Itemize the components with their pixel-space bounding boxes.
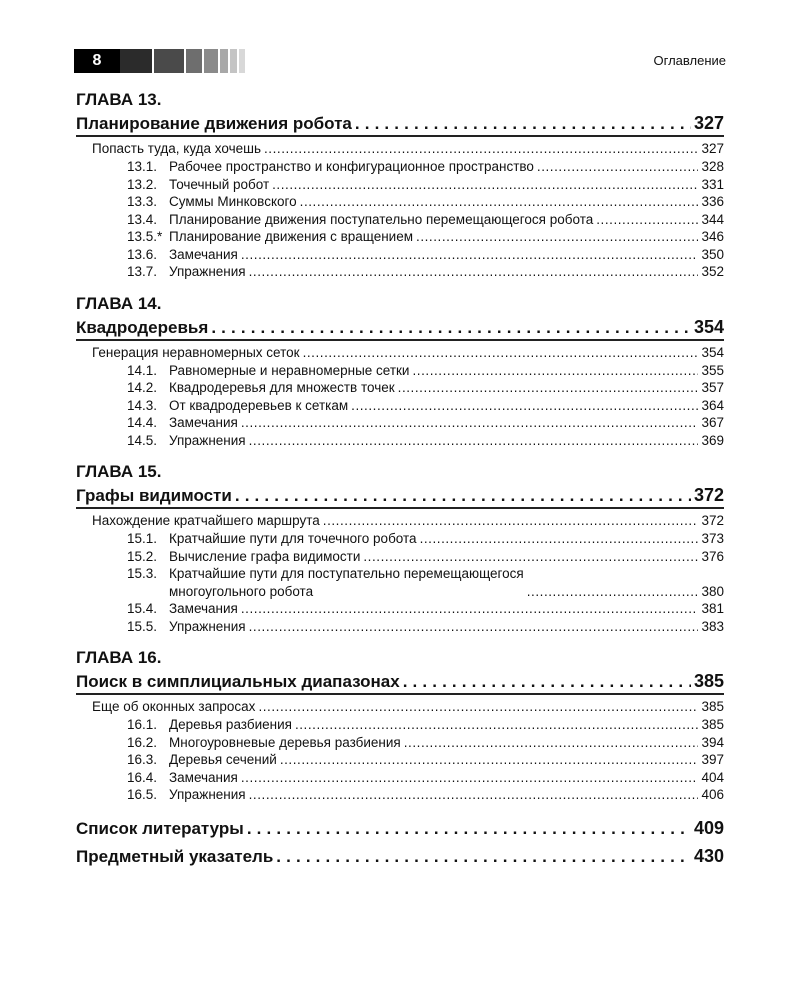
leader-dots bbox=[412, 362, 698, 380]
header-bar-block bbox=[204, 49, 218, 73]
leader-dots bbox=[355, 112, 691, 136]
leader-dots bbox=[527, 583, 699, 601]
subsection-title: Планирование движения поступательно перемещающегося робота bbox=[169, 211, 594, 227]
section-title: Попасть туда, куда хочешь bbox=[92, 141, 261, 156]
leader-dots bbox=[241, 414, 699, 432]
subsection-number: 14.5. bbox=[127, 432, 158, 448]
page-ref: 344 bbox=[701, 211, 724, 227]
subsection-title: Замечания bbox=[169, 601, 238, 616]
subsection-entry[interactable] bbox=[76, 716, 724, 734]
leader-dots bbox=[241, 769, 699, 787]
page-header bbox=[74, 49, 726, 73]
subsection-number: 16.3. bbox=[127, 752, 158, 767]
subsection-title: Вычисление графа видимости bbox=[169, 548, 361, 564]
chapter-label: ГЛАВА 16. bbox=[76, 648, 162, 667]
page-ref: 327 bbox=[693, 113, 724, 133]
chapter-title: Квадродеревья bbox=[76, 317, 209, 337]
chapter-title-entry[interactable] bbox=[76, 111, 724, 137]
bibliography-entry[interactable] bbox=[76, 816, 724, 840]
subsection-title: Кратчайшие пути для поступательно перемещающегося bbox=[169, 566, 524, 581]
leader-dots bbox=[264, 139, 698, 158]
page-ref: 369 bbox=[701, 432, 724, 448]
chapter-16 bbox=[76, 647, 724, 804]
back-matter-title: Предметный указатель bbox=[76, 846, 274, 866]
chapter-14 bbox=[76, 293, 724, 450]
chapter-title: Поиск в симплициальных диапазонах bbox=[76, 672, 400, 691]
subsection-number: 16.2. bbox=[127, 734, 158, 750]
subsection-title: Замечания bbox=[169, 769, 238, 785]
subsection-entry[interactable] bbox=[76, 565, 724, 600]
subsection-title: Равномерные и неравномерные сетки bbox=[169, 362, 410, 378]
subsection-number: 15.4. bbox=[127, 601, 158, 616]
page-ref: 409 bbox=[693, 817, 724, 838]
subsection-entry[interactable] bbox=[76, 246, 724, 264]
subsection-title: Замечания bbox=[169, 415, 238, 430]
page-ref: 350 bbox=[701, 246, 724, 262]
header-bar-block bbox=[230, 49, 237, 73]
subsection-number: 13.4. bbox=[127, 211, 158, 227]
leader-dots bbox=[398, 379, 699, 397]
leader-dots bbox=[403, 670, 691, 694]
section-entry[interactable] bbox=[76, 511, 724, 530]
subsection-number: 13.7. bbox=[127, 264, 158, 279]
subsection-title: От квадродеревьев к сеткам bbox=[169, 397, 349, 413]
subsection-entry[interactable] bbox=[76, 786, 724, 804]
leader-dots bbox=[303, 343, 699, 362]
subsection-title: Замечания bbox=[169, 246, 238, 262]
subsection-entry[interactable] bbox=[76, 263, 724, 281]
subsection-entry[interactable] bbox=[76, 734, 724, 752]
subsection-title: Упражнения bbox=[169, 432, 246, 448]
subsection-entry[interactable] bbox=[76, 600, 724, 618]
leader-dots bbox=[351, 397, 698, 415]
header-bar-block bbox=[220, 49, 228, 73]
subsection-entry[interactable] bbox=[76, 397, 724, 415]
leader-dots bbox=[241, 246, 699, 264]
leader-dots bbox=[272, 176, 698, 194]
page-ref: 372 bbox=[701, 513, 724, 528]
page-ref: 364 bbox=[701, 397, 724, 413]
subsection-number: 13.2. bbox=[127, 176, 158, 192]
page-ref: 397 bbox=[701, 752, 724, 767]
leader-dots bbox=[420, 530, 699, 548]
subsection-title: Кратчайшие пути для точечного робота bbox=[169, 531, 417, 546]
page-ref: 355 bbox=[701, 362, 724, 378]
page-ref: 430 bbox=[693, 845, 724, 866]
leader-dots bbox=[323, 511, 699, 530]
page-ref: 354 bbox=[693, 316, 724, 337]
leader-dots bbox=[249, 263, 699, 281]
subsection-entry[interactable] bbox=[76, 432, 724, 450]
page-ref: 346 bbox=[701, 229, 724, 244]
page-ref: 406 bbox=[701, 787, 724, 802]
subsection-number: 14.2. bbox=[127, 380, 158, 395]
chapter-title-entry[interactable] bbox=[76, 669, 724, 695]
chapter-title: Графы видимости bbox=[76, 486, 232, 505]
page-ref: 394 bbox=[701, 734, 724, 750]
section-entry[interactable] bbox=[76, 343, 724, 362]
subsection-number: 14.4. bbox=[127, 415, 158, 430]
subsection-number: 15.1. bbox=[127, 531, 158, 546]
subsection-title: Точечный робот bbox=[169, 176, 270, 192]
subsection-title: Суммы Минковского bbox=[169, 194, 297, 209]
section-entry[interactable] bbox=[76, 139, 724, 158]
page-ref: 404 bbox=[701, 769, 724, 785]
page-ref: 352 bbox=[701, 264, 724, 279]
chapter-15 bbox=[76, 461, 724, 635]
section-title: Нахождение кратчайшего маршрута bbox=[92, 513, 320, 528]
index-entry[interactable] bbox=[76, 844, 724, 868]
subsection-number: 14.1. bbox=[127, 362, 158, 378]
leader-dots bbox=[416, 228, 698, 246]
subsection-title-continued: многоугольного робота bbox=[169, 583, 314, 599]
page-ref: 328 bbox=[701, 159, 724, 174]
subsection-number: 13.1. bbox=[127, 159, 158, 174]
leader-dots bbox=[363, 548, 698, 566]
subsection-entry[interactable] bbox=[76, 228, 724, 246]
page-ref: 381 bbox=[701, 601, 724, 616]
subsection-entry[interactable] bbox=[76, 193, 724, 211]
leader-dots bbox=[249, 618, 699, 636]
subsection-title: Планирование движения с вращением bbox=[169, 229, 414, 244]
subsection-entry[interactable] bbox=[76, 176, 724, 194]
chapter-title-entry[interactable] bbox=[76, 483, 724, 509]
chapter-13 bbox=[76, 89, 724, 281]
subsection-number: 16.1. bbox=[127, 717, 158, 732]
section-title: Еще об оконных запросах bbox=[92, 699, 256, 714]
subsection-entry[interactable] bbox=[76, 618, 724, 636]
leader-dots bbox=[247, 817, 691, 841]
section-entry[interactable] bbox=[76, 697, 724, 716]
page-ref: 385 bbox=[701, 717, 724, 732]
page-ref: 372 bbox=[693, 485, 724, 505]
subsection-number: 15.5. bbox=[127, 618, 158, 634]
subsection-number: 15.3. bbox=[127, 566, 158, 581]
subsection-entry[interactable] bbox=[76, 548, 724, 566]
page-ref: 336 bbox=[701, 194, 724, 209]
header-bar-block bbox=[154, 49, 184, 73]
leader-dots bbox=[537, 158, 699, 176]
leader-dots bbox=[241, 600, 699, 618]
leader-dots bbox=[300, 193, 699, 211]
header-title: Оглавление bbox=[653, 53, 726, 68]
leader-dots bbox=[295, 716, 699, 734]
chapter-title: Планирование движения робота bbox=[76, 114, 352, 133]
subsection-entry[interactable] bbox=[76, 362, 724, 380]
subsection-title: Упражнения bbox=[169, 264, 246, 279]
header-bar-block bbox=[120, 49, 152, 73]
subsection-number: 13.3. bbox=[127, 194, 158, 209]
subsection-entry[interactable] bbox=[76, 530, 724, 548]
leader-dots bbox=[596, 211, 698, 229]
page-ref: 385 bbox=[693, 671, 724, 691]
page-ref: 373 bbox=[701, 531, 724, 546]
leader-dots bbox=[249, 786, 699, 804]
subsection-entry[interactable] bbox=[76, 751, 724, 769]
page-ref: 357 bbox=[701, 380, 724, 395]
leader-dots bbox=[235, 484, 691, 508]
subsection-title: Упражнения bbox=[169, 787, 246, 802]
page-ref: 367 bbox=[701, 415, 724, 430]
page-ref: 354 bbox=[701, 344, 724, 360]
subsection-title: Деревья сечений bbox=[169, 752, 277, 767]
chapter-label: ГЛАВА 14. bbox=[76, 293, 162, 313]
table-of-contents bbox=[76, 89, 724, 868]
subsection-entry[interactable] bbox=[76, 414, 724, 432]
page-ref: 327 bbox=[701, 141, 724, 156]
header-bar-block bbox=[186, 49, 202, 73]
subsection-number: 13.6. bbox=[127, 246, 158, 262]
leader-dots bbox=[211, 316, 691, 340]
page-ref: 380 bbox=[701, 583, 724, 599]
page-number: 8 bbox=[74, 49, 120, 73]
chapter-label: ГЛАВА 13. bbox=[76, 90, 162, 109]
subsection-title: Квадродеревья для множеств точек bbox=[169, 380, 395, 395]
subsection-title: Многоуровневые деревья разбиения bbox=[169, 734, 401, 750]
subsection-entry[interactable] bbox=[76, 211, 724, 229]
page-ref: 376 bbox=[701, 548, 724, 564]
subsection-number: 16.4. bbox=[127, 769, 158, 785]
chapter-label: ГЛАВА 15. bbox=[76, 462, 162, 481]
page-ref: 383 bbox=[701, 618, 724, 634]
header-bar-block bbox=[239, 49, 245, 73]
subsection-title: Рабочее пространство и конфигурационное пространство bbox=[169, 159, 534, 174]
leader-dots bbox=[280, 751, 699, 769]
section-title: Генерация неравномерных сеток bbox=[92, 344, 300, 360]
subsection-title: Упражнения bbox=[169, 618, 246, 634]
page-ref: 385 bbox=[701, 699, 724, 714]
leader-dots bbox=[258, 697, 698, 716]
subsection-title: Деревья разбиения bbox=[169, 717, 292, 732]
leader-dots bbox=[249, 432, 699, 450]
subsection-number: 13.5.* bbox=[127, 229, 163, 244]
subsection-entry[interactable] bbox=[76, 769, 724, 787]
subsection-number: 15.2. bbox=[127, 548, 158, 564]
subsection-number: 16.5. bbox=[127, 787, 158, 802]
subsection-entry[interactable] bbox=[76, 379, 724, 397]
leader-dots bbox=[276, 845, 691, 869]
page-ref: 331 bbox=[701, 176, 724, 192]
chapter-title-entry[interactable] bbox=[76, 315, 724, 341]
leader-dots bbox=[404, 734, 699, 752]
subsection-entry[interactable] bbox=[76, 158, 724, 176]
back-matter-title: Список литературы bbox=[76, 818, 244, 838]
subsection-number: 14.3. bbox=[127, 397, 158, 413]
